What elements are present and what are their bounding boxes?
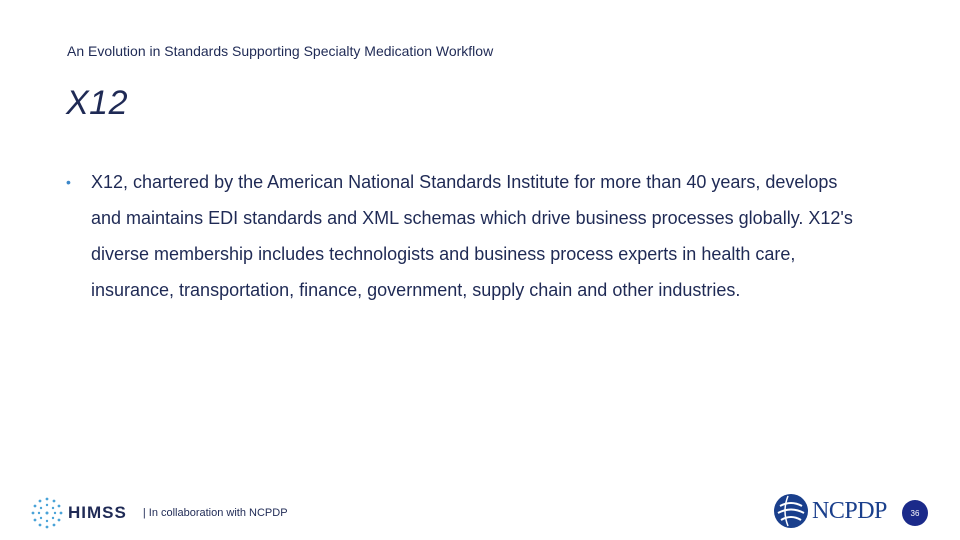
himss-logo-text: HIMSS (68, 503, 127, 522)
slide-supertitle: An Evolution in Standards Supporting Specialty Medication Workflow (67, 43, 494, 59)
ncpdp-globe-icon (772, 492, 810, 530)
bullet-dot-icon: • (66, 174, 71, 190)
ncpdp-logo-text: NCPDP (812, 497, 887, 524)
himss-dots-icon (30, 496, 64, 530)
ncpdp-logo (772, 492, 887, 530)
bullet-list (66, 164, 866, 308)
footer-left (30, 496, 288, 530)
bullet-item: X12, chartered by the American National Standards Institute for more than 40 years, develops and maintains EDI standards and XML schemas which drive business processes globally. X12's diverse membership includes technologists and business process experts in health care, insurance, transportation, finance, government, supply chain and other industries. (91, 172, 853, 300)
collaboration-text: | In collaboration with NCPDP (142, 507, 288, 519)
page-number-badge: 36 (902, 500, 928, 526)
slide-title: X12 (66, 84, 128, 122)
